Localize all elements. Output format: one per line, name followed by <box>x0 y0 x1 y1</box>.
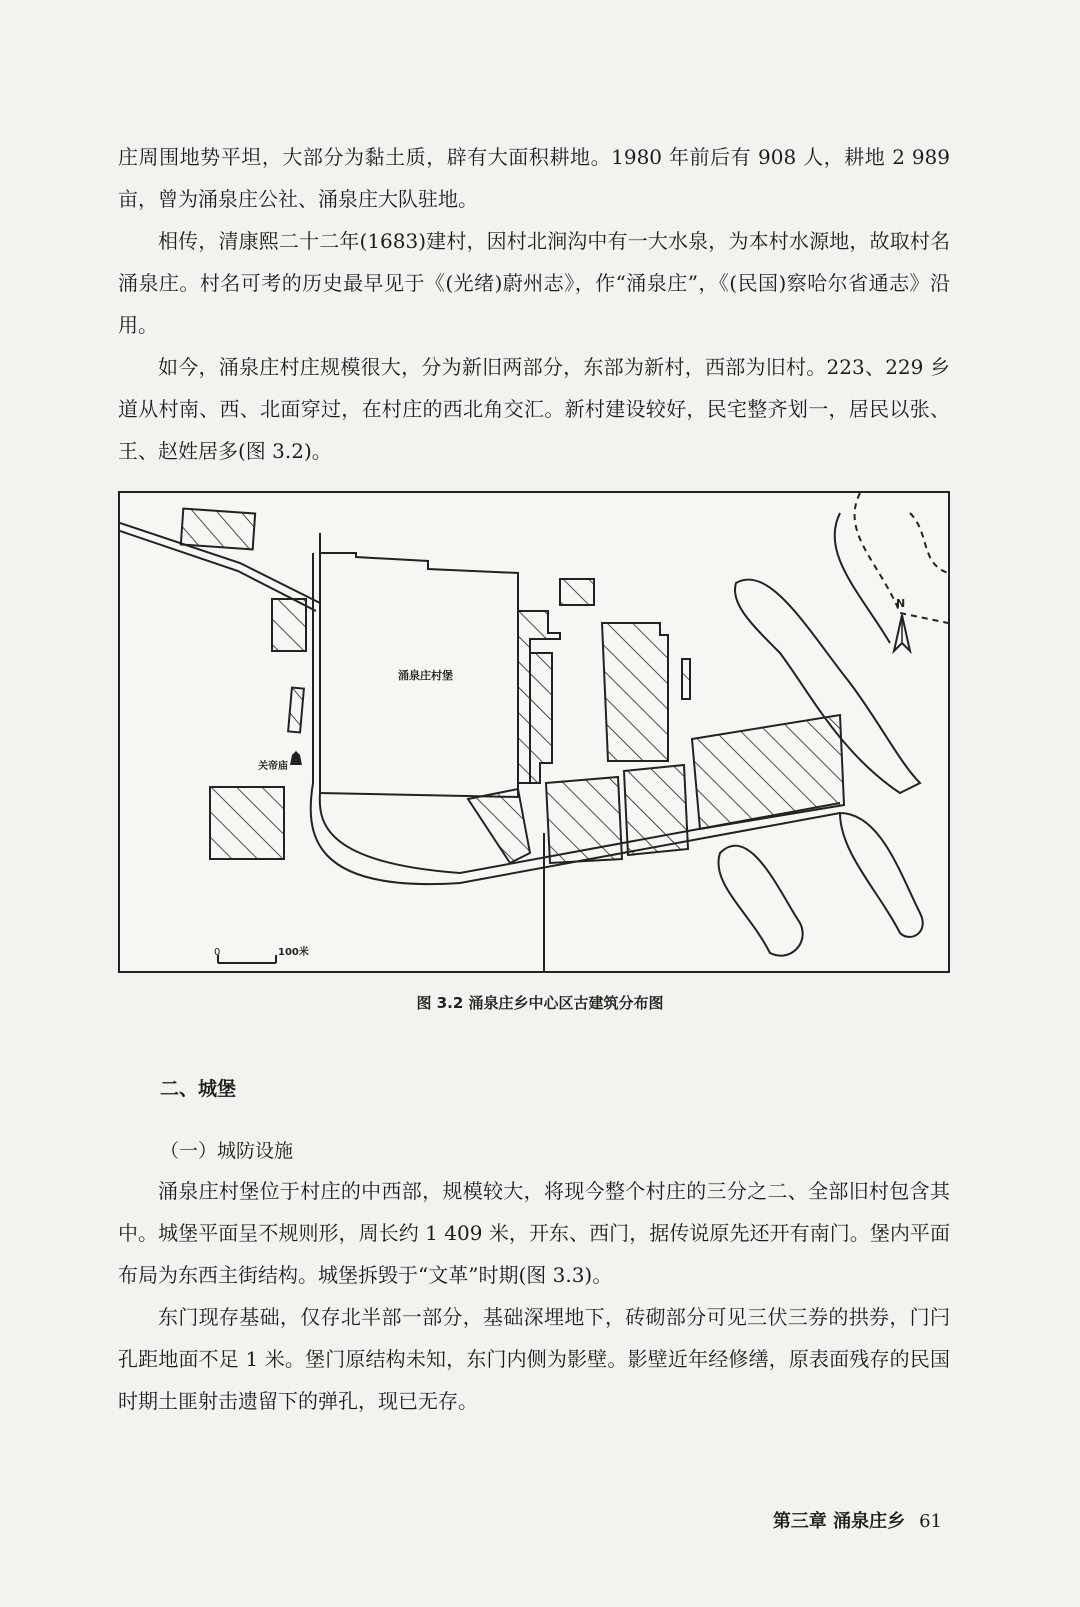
subsection-heading: （一）城防设施 <box>160 1140 294 1162</box>
scale-length: 100米 <box>278 947 309 958</box>
section-heading: 二、城堡 <box>160 1078 237 1100</box>
figure-caption: 图 3.2 涌泉庄乡中心区古建筑分布图 <box>416 994 664 1012</box>
page-number: 61 <box>919 1511 942 1532</box>
north-label: N <box>896 597 906 610</box>
north-arrow-icon <box>894 615 910 651</box>
scale-zero: 0 <box>214 947 221 958</box>
paragraph-1: 庄周围地势平坦，大部分为黏土质，辟有大面积耕地。1980 年前后有 908 人，耕地 2 989 亩，曾为涌泉庄公社、涌泉庄大队驻地。 <box>118 145 950 211</box>
temple-label: 关帝庙 <box>258 761 288 772</box>
paragraph-4: 涌泉庄村堡位于村庄的中西部，规模较大，将现今整个村庄的三分之二、全部旧村包含其中。城堡平面呈不规则形，周长约 1 409 米，开东、西门，据传说原先还开有南门。堡内平面布局为东西主街结构。城堡拆毁于“文革”时期(图 3.3)。 <box>118 1179 950 1287</box>
paragraph-3: 如今，涌泉庄村庄规模很大，分为新旧两部分，东部为新村，西部为旧村。223、229 乡道从村南、西、北面穿过，在村庄的西北角交汇。新村建设较好，民宅整齐划一，居民以张、王、赵姓居多(图 3.2)。 <box>118 355 950 463</box>
paragraph-2: 相传，清康熙二十二年(1683)建村，因村北涧沟中有一大水泉，为本村水源地，故取村名涌泉庄。村名可考的历史最早见于《(光绪)蔚州志》，作“涌泉庄”，《(民国)察哈尔省通志》沿用。 <box>118 229 950 337</box>
paragraph-5: 东门现存基础，仅存北半部一部分，基础深埋地下，砖砌部分可见三伏三券的拱券，门闩孔距地面不足 1 米。堡门原结构未知，东门内侧为影壁。影壁近年经修缮，原表面残存的民国时期土匪射击遗留下的弹孔，现已无存。 <box>118 1305 950 1413</box>
page-footer <box>773 1507 942 1533</box>
scale-bar <box>218 955 276 963</box>
temple-icon <box>290 751 302 765</box>
chapter-title: 第三章 涌泉庄乡 <box>772 1511 906 1532</box>
distribution-map <box>118 491 950 973</box>
fort-label: 涌泉庄村堡 <box>398 669 453 682</box>
